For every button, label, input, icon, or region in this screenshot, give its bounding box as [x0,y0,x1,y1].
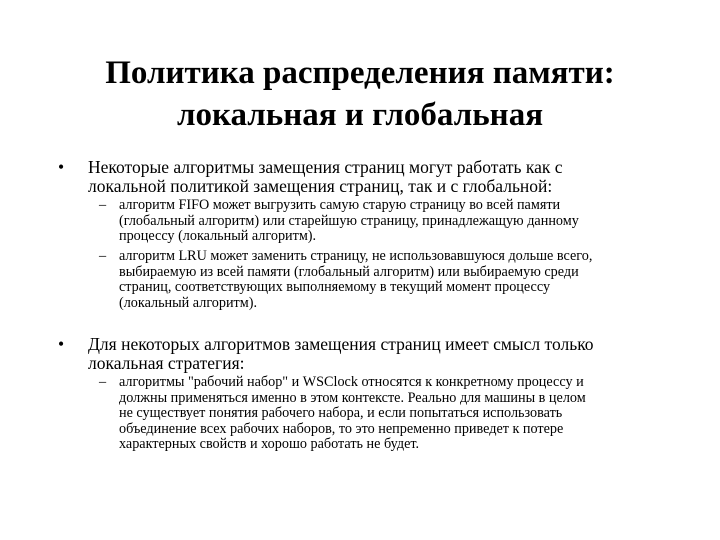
sub-bullet-line: объединение всех рабочих наборов, то это непременно приведет к потере [119,420,564,437]
bullet-line: Некоторые алгоритмы замещения страниц могут работать как с [88,157,563,177]
bullet-text [88,335,688,373]
bullet-line: Для некоторых алгоритмов замещения страниц имеет смысл только [88,334,594,354]
sub-bullet-line: алгоритмы "рабочий набор" и WSClock относятся к конкретному процессу и [119,374,584,390]
bullet-line: локальной политикой замещения страниц, так и с глобальной: [88,176,553,196]
sub-bullet-line: страниц, соответствующих выполняемому в текущий момент процессу [119,279,551,296]
sub-bullet-text [119,249,679,311]
sub-bullet-line: не существует понятия рабочего набора, и если попытаться использовать [119,405,563,422]
sub-bullet-line: должны применяться именно в этом контексте. Реально для машины в целом [119,389,586,406]
sub-bullet-line: процессу (локальный алгоритм). [119,228,317,245]
sub-bullet-line: характерных свойств и хорошо работать не будет. [119,436,420,453]
bullet-line: локальная стратегия: [88,353,245,373]
bullet-text [88,158,688,196]
slide-title [60,52,660,136]
sub-bullet-line: выбираемую из всей памяти (глобальный алгоритм) или выбираемую среди [119,263,579,280]
dash-icon: – [99,248,107,264]
dash-icon: – [99,197,107,213]
bullet-dot-icon: • [58,157,65,177]
title-line: локальная и глобальная [176,97,544,133]
sub-bullet-text [119,198,679,245]
dash-icon: – [99,374,107,390]
sub-bullet-line: алгоритм FIFO может выгрузить самую старую страницу во всей памяти [119,197,561,213]
bullet-dot-icon: • [58,334,65,354]
sub-bullet-line: (локальный алгоритм). [119,294,258,311]
sub-bullet-line: (глобальный алгоритм) или старейшую страницу, принадлежащую данному [119,212,579,229]
sub-bullet-text [119,375,679,453]
sub-bullet-line: алгоритм LRU может заменить страницу, не использовавшуюся дольше всего, [119,248,593,264]
title-line: Политика распределения памяти: [105,55,615,91]
